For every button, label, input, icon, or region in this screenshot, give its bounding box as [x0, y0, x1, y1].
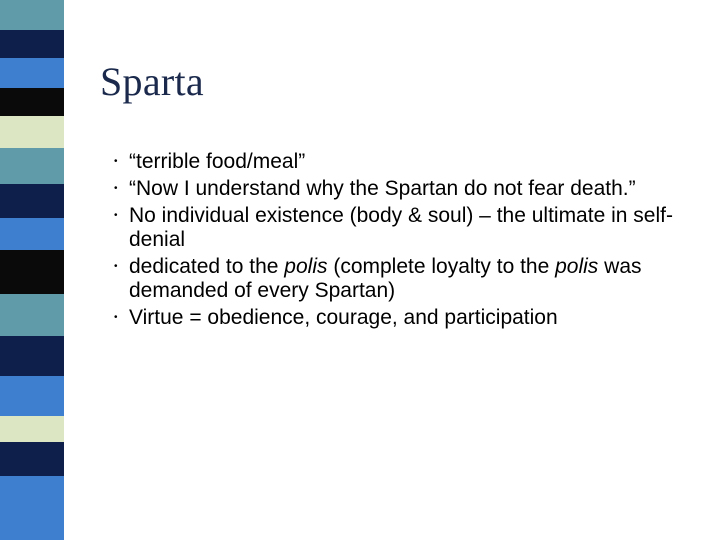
stripe-segment — [0, 416, 64, 442]
bullet-text-italic: polis — [284, 255, 328, 278]
stripe-segment — [0, 250, 64, 294]
bullet-item — [100, 150, 700, 174]
stripe-segment — [0, 376, 64, 416]
stripe-segment — [0, 294, 64, 336]
bullet-text: Virtue = obedience, courage, and participation — [129, 306, 558, 329]
stripe-segment — [0, 30, 64, 58]
stripe-segment — [0, 476, 64, 540]
stripe-segment — [0, 58, 64, 88]
bullet-item — [100, 204, 700, 252]
stripe-segment — [0, 218, 64, 250]
slide-title: Sparta — [100, 59, 204, 104]
bullet-item — [100, 177, 700, 201]
decorative-stripe — [0, 0, 64, 540]
stripe-segment — [0, 0, 64, 30]
bullet-text: No individual existence (body & soul) – the ultimate in self-denial — [129, 204, 673, 251]
stripe-segment — [0, 184, 64, 218]
stripe-segment — [0, 116, 64, 148]
stripe-segment — [0, 88, 64, 116]
bullet-dot-icon: • — [114, 156, 118, 167]
bullet-text: (complete loyalty to the — [327, 255, 556, 278]
bullet-item — [100, 255, 700, 303]
bullet-item — [100, 306, 700, 330]
bullet-dot-icon: • — [114, 210, 118, 221]
bullet-dot-icon: • — [114, 261, 118, 272]
bullet-dot-icon: • — [114, 312, 118, 323]
bullet-text: “terrible food/meal” — [129, 150, 306, 173]
bullet-text: was demanded of every Spartan) — [129, 255, 642, 302]
bullet-text-italic: polis — [555, 255, 599, 278]
stripe-segment — [0, 148, 64, 184]
bullet-list — [100, 150, 700, 333]
bullet-text: “Now I understand why the Spartan do not fear death.” — [129, 177, 636, 200]
bullet-dot-icon: • — [114, 183, 118, 194]
stripe-segment — [0, 442, 64, 476]
bullet-text: dedicated to the — [129, 255, 285, 278]
stripe-segment — [0, 336, 64, 376]
